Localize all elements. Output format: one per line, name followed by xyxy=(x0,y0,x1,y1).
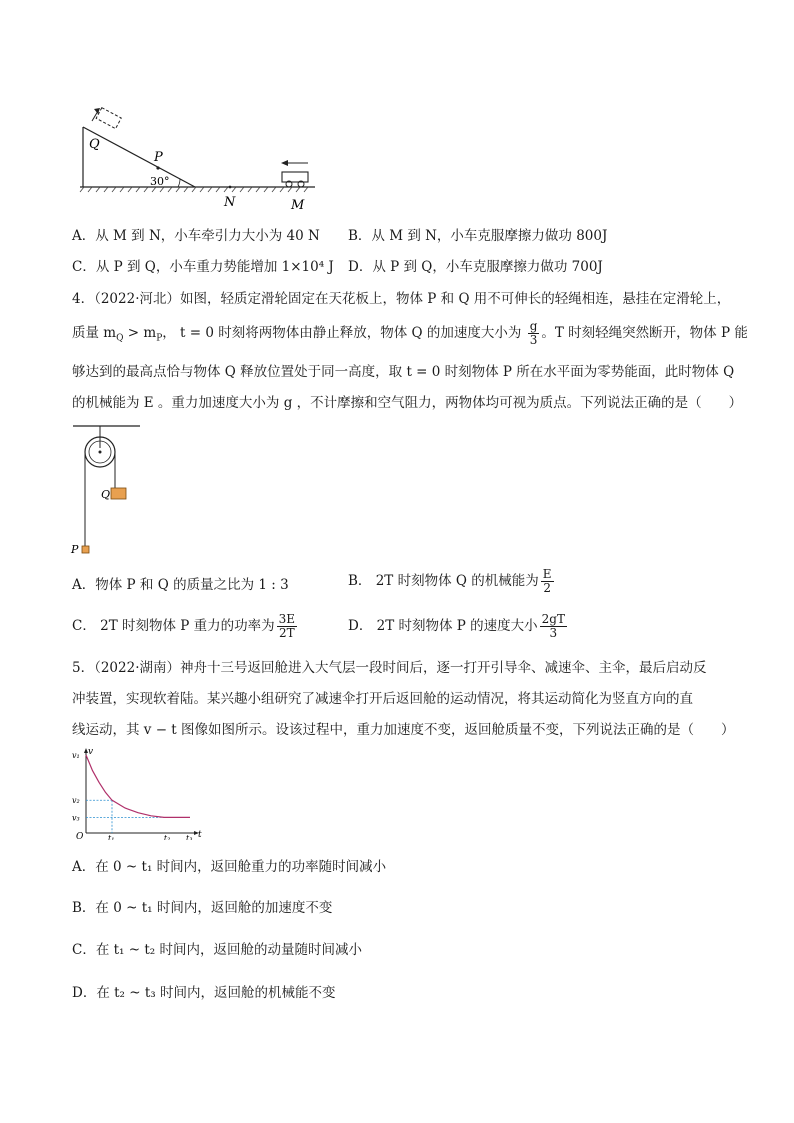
vt-chart xyxy=(68,745,208,840)
y-tick-label: v₂ xyxy=(72,796,80,806)
fig1-label-angle: 30° xyxy=(150,175,170,188)
origin-label: O xyxy=(76,832,84,840)
q5-stem-line2: 冲装置，实现软着陆。某兴趣小组研究了减速伞打开后返回舱的运动情况，将其运动简化为竖直方向的直 xyxy=(72,691,693,707)
q5-stem-line1: 5．（2022·湖南）神舟十三号返回舱进入大气层一段时间后，逐一打开引导伞、减速伞、主伞，最后启动反 xyxy=(72,660,707,676)
q4-stem-line3: 够达到的最高点恰与物体 Q 释放位置处于同一高度，取 t = 0 时刻物体 P 所在水平面为零势能面，此时物体 Q xyxy=(72,364,735,380)
q3-option-b: B．从 M 到 N，小车克服摩擦力做功 800J xyxy=(348,228,608,244)
q3-option-a: A．从 M 到 N，小车牵引力大小为 40 N xyxy=(72,228,320,244)
fig2-label-p: P xyxy=(71,543,79,556)
q4-stem-line1: 4．（2022·河北）如图，轻质定滑轮固定在天花板上，物体 P 和 Q 用不可伸长的轻绳相连，悬挂在定滑轮上， xyxy=(72,291,731,307)
y-axis-label: v xyxy=(88,747,94,757)
q5-option-a: A．在 0 ~ t₁ 时间内，返回舱重力的功率随时间减小 xyxy=(72,859,387,875)
fig2-label-q: Q xyxy=(101,488,111,501)
q5-option-c: C．在 t₁ ~ t₂ 时间内，返回舱的动量随时间减小 xyxy=(72,942,362,958)
fig1-label-p: P xyxy=(154,150,163,165)
y-tick-label: v₁ xyxy=(72,751,80,760)
block-p xyxy=(82,546,89,553)
x-tick-label: t₂ xyxy=(163,834,171,840)
q3-option-d: D．从 P 到 Q，小车克服摩擦力做功 700J xyxy=(348,259,603,275)
q4-frac-g-over-3: $\frac{g}{3}$ xyxy=(529,319,538,347)
block-q xyxy=(111,488,126,499)
q5-stem-line3: 线运动，其 v − t 图像如图所示。设该过程中，重力加速度不变，返回舱质量不变，下列说法正确的是（ ） xyxy=(72,722,735,738)
q5-option-b: B．在 0 ~ t₁ 时间内，返回舱的加速度不变 xyxy=(72,900,333,916)
q3-option-c: C．从 P 到 Q，小车重力势能增加 1×10⁴ J xyxy=(72,259,334,275)
y-tick-label: v₃ xyxy=(72,813,80,823)
q5-option-d: D．在 t₂ ~ t₃ 时间内，返回舱的机械能不变 xyxy=(72,985,336,1001)
x-tick-label: t₃ xyxy=(186,834,193,840)
q4-option-c: C． 2T 时刻物体 P 重力的功率为 $\frac{3E}{2T}$ xyxy=(72,612,296,640)
series-curve xyxy=(86,755,190,817)
q4-option-a: A．物体 P 和 Q 的质量之比为 1 : 3 xyxy=(72,577,289,593)
pulley-figure xyxy=(68,422,168,562)
x-axis-label: t xyxy=(198,830,202,840)
fig1-label-n: N xyxy=(224,195,236,210)
q4-stem-line4: 的机械能为 E 。重力加速度大小为 g ，不计摩擦和空气阻力，两物体均可视为质点。下列说法正确的是（ ） xyxy=(72,395,743,411)
q4-option-b: B． 2T 时刻物体 Q 的机械能为 $\frac{E}{2}$ xyxy=(348,567,552,595)
q4-option-d: D． 2T 时刻物体 P 的速度大小 $\frac{2gT}{3}$ xyxy=(348,612,565,640)
fig1-label-m: M xyxy=(291,198,305,213)
q4-stem-line2: 质量 $m_Q > m_P$， t = 0 时刻将两物体由静止释放，物体 Q 的加速度大小为 $\frac{g}{3}$ 。T 时刻轻绳突然断开，物体 P 能 xyxy=(72,319,748,347)
x-tick-label: t₁ xyxy=(108,834,115,840)
incline-figure xyxy=(70,105,330,215)
fig1-label-q: Q xyxy=(89,137,100,152)
